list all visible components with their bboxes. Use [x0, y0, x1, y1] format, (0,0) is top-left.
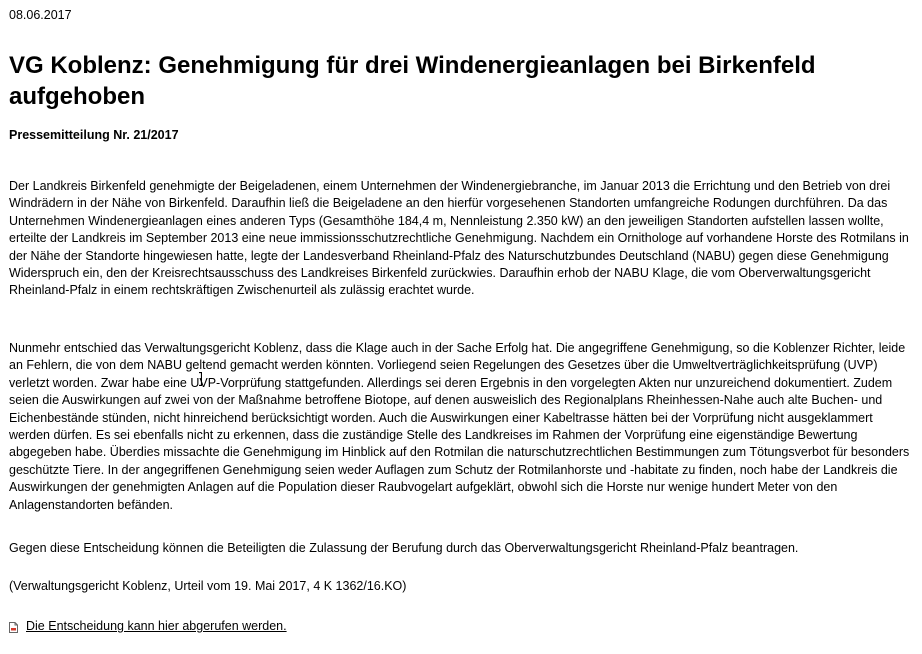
pdf-icon [9, 621, 18, 632]
download-row[interactable] [9, 618, 287, 635]
press-release-number: Pressemitteilung Nr. 21/2017 [9, 128, 179, 142]
text-cursor-icon [199, 372, 202, 386]
case-reference: (Verwaltungsgericht Koblenz, Urteil vom 19. Mai 2017, 4 K 1362/16.KO) [9, 579, 407, 593]
publication-date: 08.06.2017 [9, 8, 72, 22]
paragraph-1: Der Landkreis Birkenfeld genehmigte der Beigeladenen, einem Unternehmen der Windenergiebranche, im Januar 2013 die Errichtung und den Betrieb von drei Windrädern in der Nähe von Birkenfeld. Daraufhin ließ die Beigeladene an den hierfür vorgesehenen Standorten umfangreiche Rodungen durchführen. Da das Unternehmen Windenergieanlagen eines anderen Typs (Gesamthöhe 184,4 m, Nennleistung 2.350 kW) an den jeweiligen Standorten aufstellen lassen wollte, erteilte der Landkreis im September 2013 eine neue immissionsschutzrechtliche Genehmigung. Nachdem ein Ornithologe auf vorhandene Horste des Rotmilans in der Nähe der Standorte hingewiesen hatte, legte der Landesverband Rheinland-Pfalz des Naturschutzbundes Deutschland (NABU) gegen diese Genehmigung Widerspruch ein, den der Kreisrechtsausschuss des Landkreises Birkenfeld zurückwies. Daraufhin erhob der NABU Klage, die vom Oberverwaltungsgericht Rheinland-Pfalz in einem rechtskräftigen Zwischenurteil als zulässig erachtet wurde. [9, 179, 909, 298]
page-title: VG Koblenz: Genehmigung für drei Windenergieanlagen bei Birkenfeld aufgehoben [9, 52, 816, 110]
paragraph-3: Gegen diese Entscheidung können die Beteiligten die Zulassung der Berufung durch das Oberverwaltungsgericht Rheinland-Pfalz beantragen. [9, 541, 799, 555]
download-decision-link[interactable]: Die Entscheidung kann hier abgerufen werden. [26, 619, 287, 633]
paragraph-2: Nunmehr entschied das Verwaltungsgericht Koblenz, dass die Klage auch in der Sache Erfolg hat. Die angegriffene Genehmigung, so die Koblenzer Richter, leide an Fehlern, die von dem NABU geltend gemacht werden könnten. Vorliegend seien Regelungen des Gesetzes über die Umweltverträglichkeitsprüfung (UVP) verletzt worden. Zwar habe eine UVP-Vorprüfung stattgefunden. Allerdings sei deren Ergebnis in den vorgelegten Akten nur unzureichend dokumentiert. Zudem seien die Auswirkungen auf zwei von der Maßnahme betroffene Biotope, auf denen ausweislich des Regionalplans Rheinhessen-Nahe auch alte Buchen- und Eichenbestände stünden, nicht hinreichend berücksichtigt worden. Auch die Auswirkungen einer Kabeltrasse hätten bei der Vorprüfung nicht ausgeklammert werden dürfen. Es sei ebenfalls nicht zu erkennen, dass die zuständige Stelle des Landkreises im Rahmen der Vorprüfung eine eigenständige Bewertung abgegeben habe. Überdies missachte die Genehmigung im Hinblick auf den Rotmilan die naturschutzrechtlichen Bestimmungen zum Tötungsverbot für besonders geschützte Tiere. In der angegriffenen Genehmigung seien weder Auflagen zum Schutz der Rotmilanhorste und -habitate zu finden, noch habe der Landkreis die Auswirkungen der genehmigten Anlagen auf die Population dieser Raubvogelart aufgeklärt, obwohl sich die Horste nur wenige hundert Meter von den Anlagenstandorten befänden. [9, 341, 910, 512]
